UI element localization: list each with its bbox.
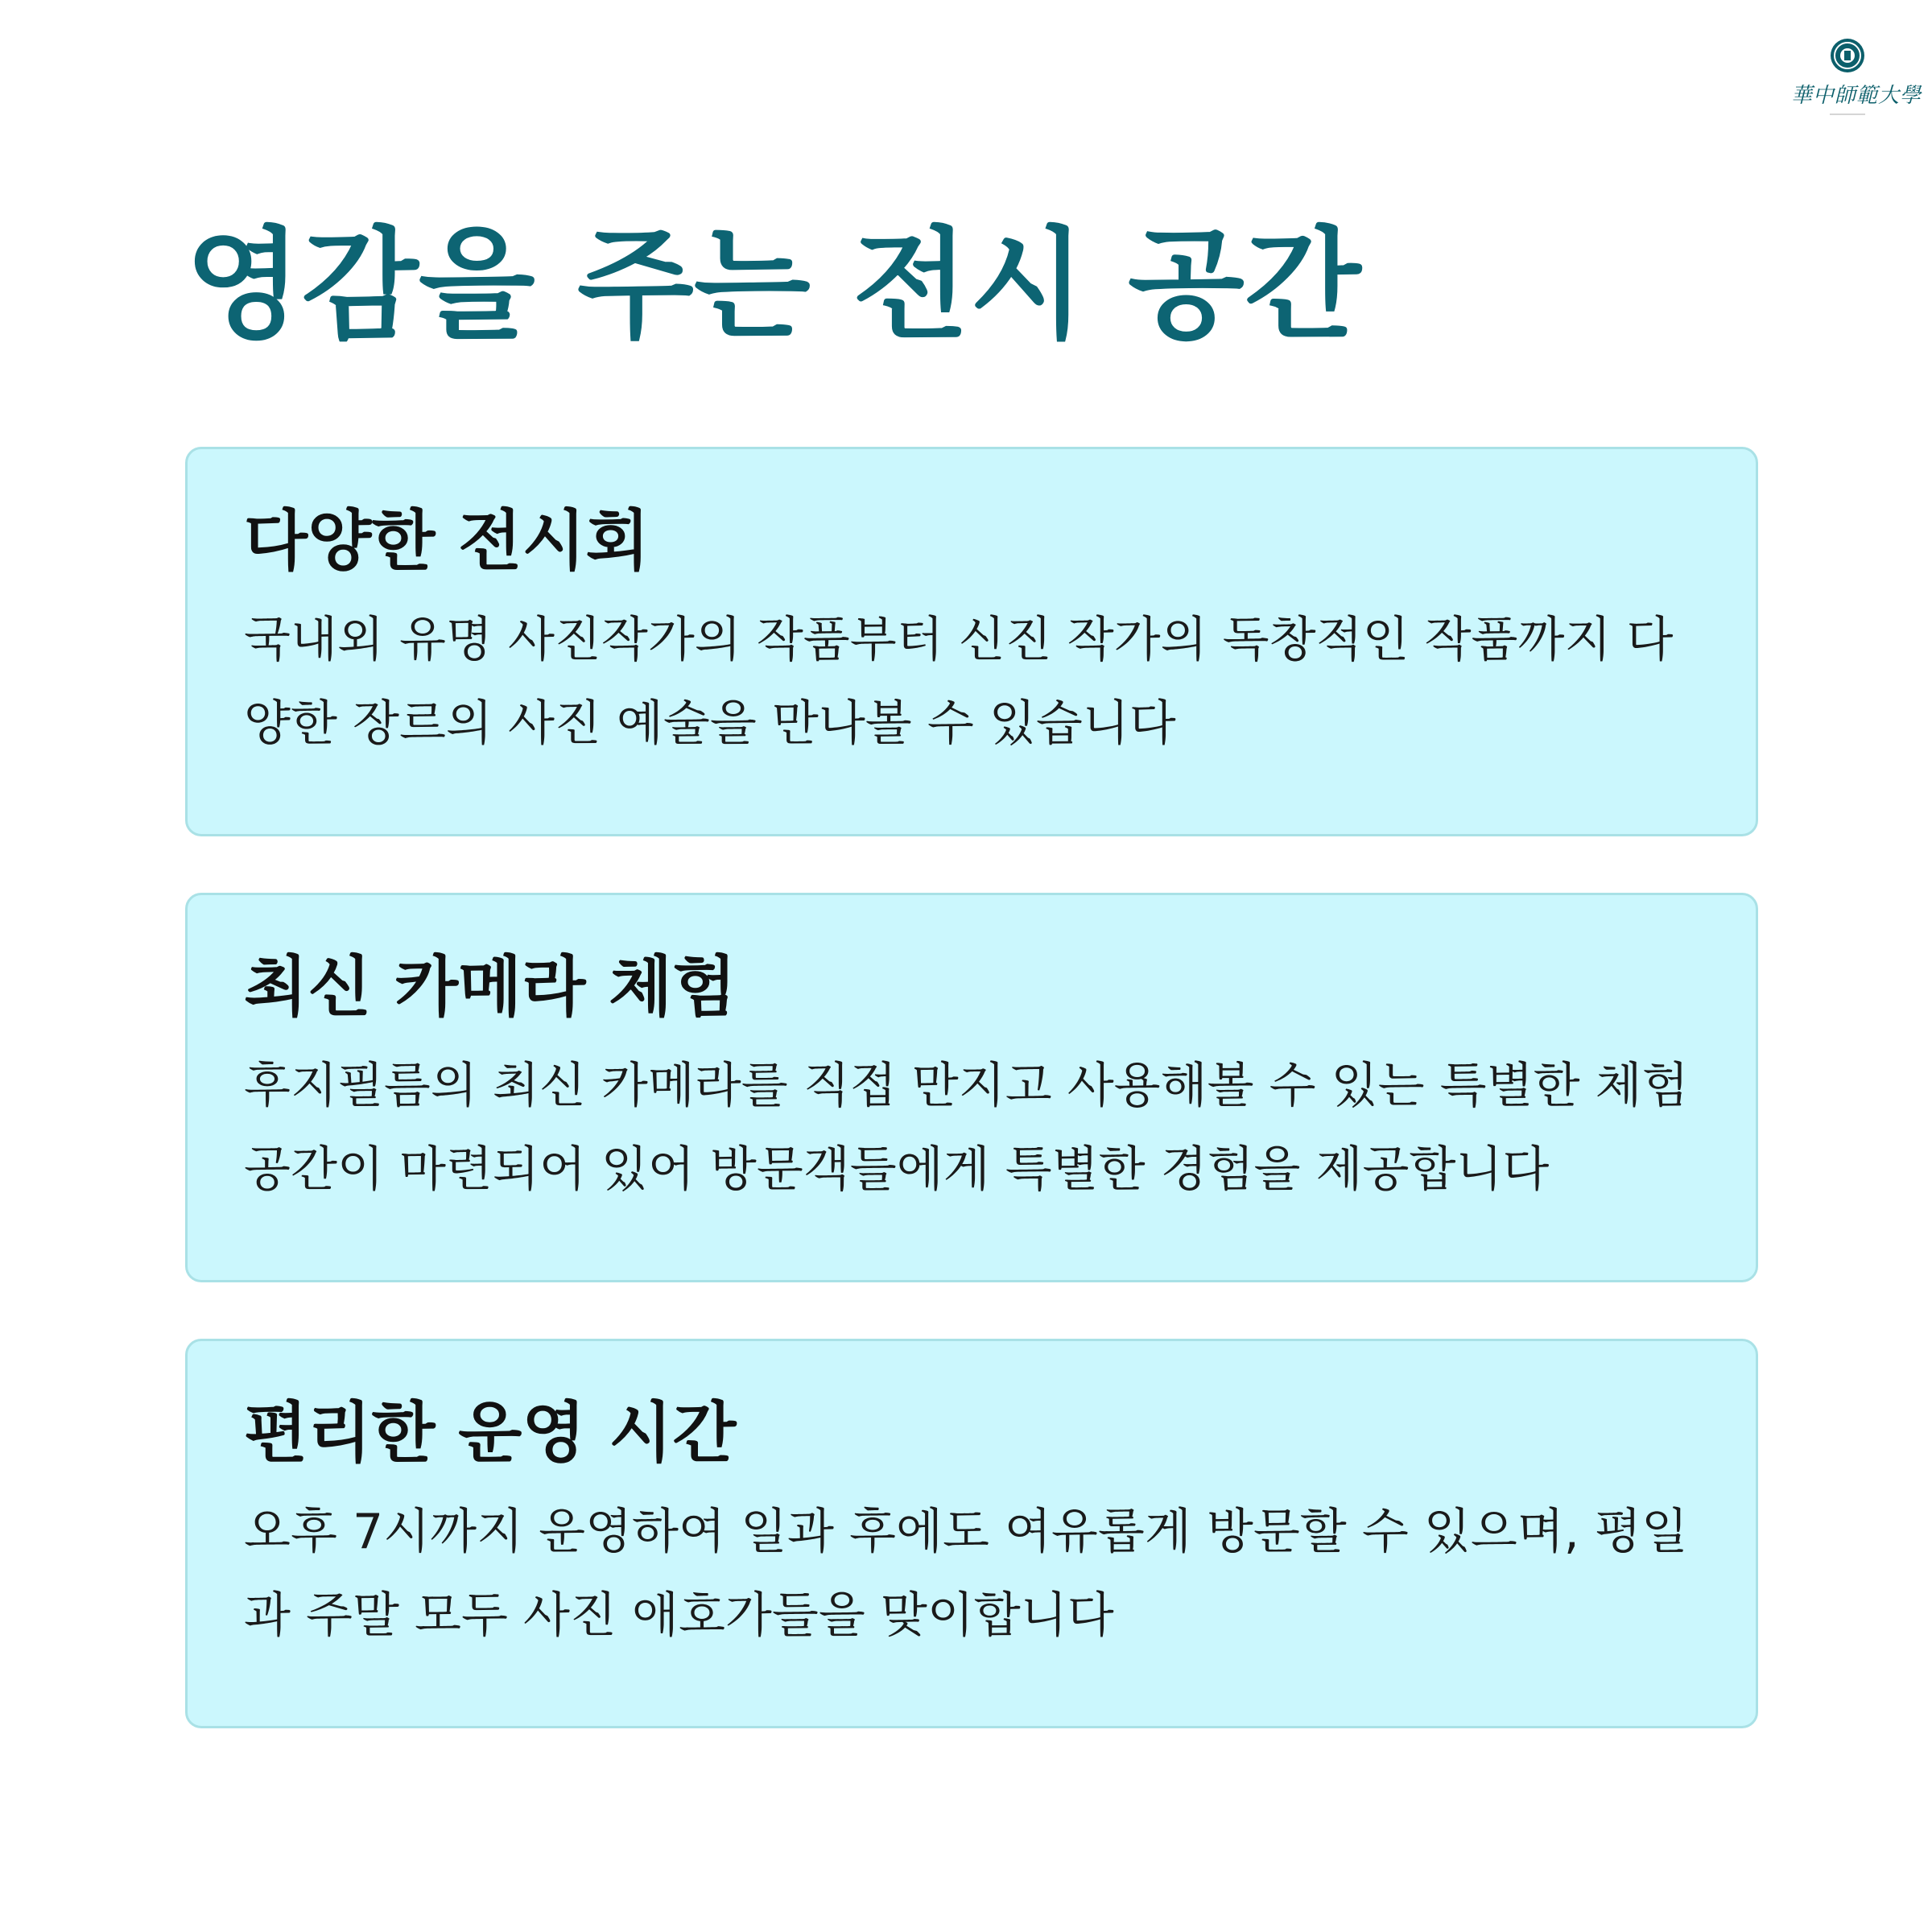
card-title: 다양한 전시회 xyxy=(244,503,650,580)
card-title: 최신 카메라 체험 xyxy=(244,949,737,1026)
card-description: 오후 7시까지 운영하여 일과 후에도 여유롭게 방문할 수 있으며, 평일과 주말 모두 사진 애호가들을 맞이합니다 xyxy=(244,1504,1688,1644)
feature-card-camera-experience xyxy=(185,893,1758,1282)
card-description: 후지필름의 최신 카메라를 직접 만지고 사용해볼 수 있는 특별한 체험 공간이 마련되어 있어 방문객들에게 특별한 경험을 제공합니다 xyxy=(244,1058,1689,1198)
card-description: 국내외 유명 사진작가의 작품부터 신진 작가의 독창적인 작품까지 다양한 장르의 사진 예술을 만나볼 수 있습니다 xyxy=(244,612,1674,752)
card-title: 편리한 운영 시간 xyxy=(244,1395,737,1472)
feature-card-exhibitions xyxy=(185,447,1758,836)
page-title: 영감을 주는 전시 공간 xyxy=(185,216,1361,356)
university-logo xyxy=(1791,37,1922,126)
feature-card-opening-hours xyxy=(185,1339,1758,1728)
seal-icon xyxy=(1829,37,1866,74)
logo-text: 華中師範大學 xyxy=(1791,84,1922,108)
logo-underline xyxy=(1830,114,1865,115)
